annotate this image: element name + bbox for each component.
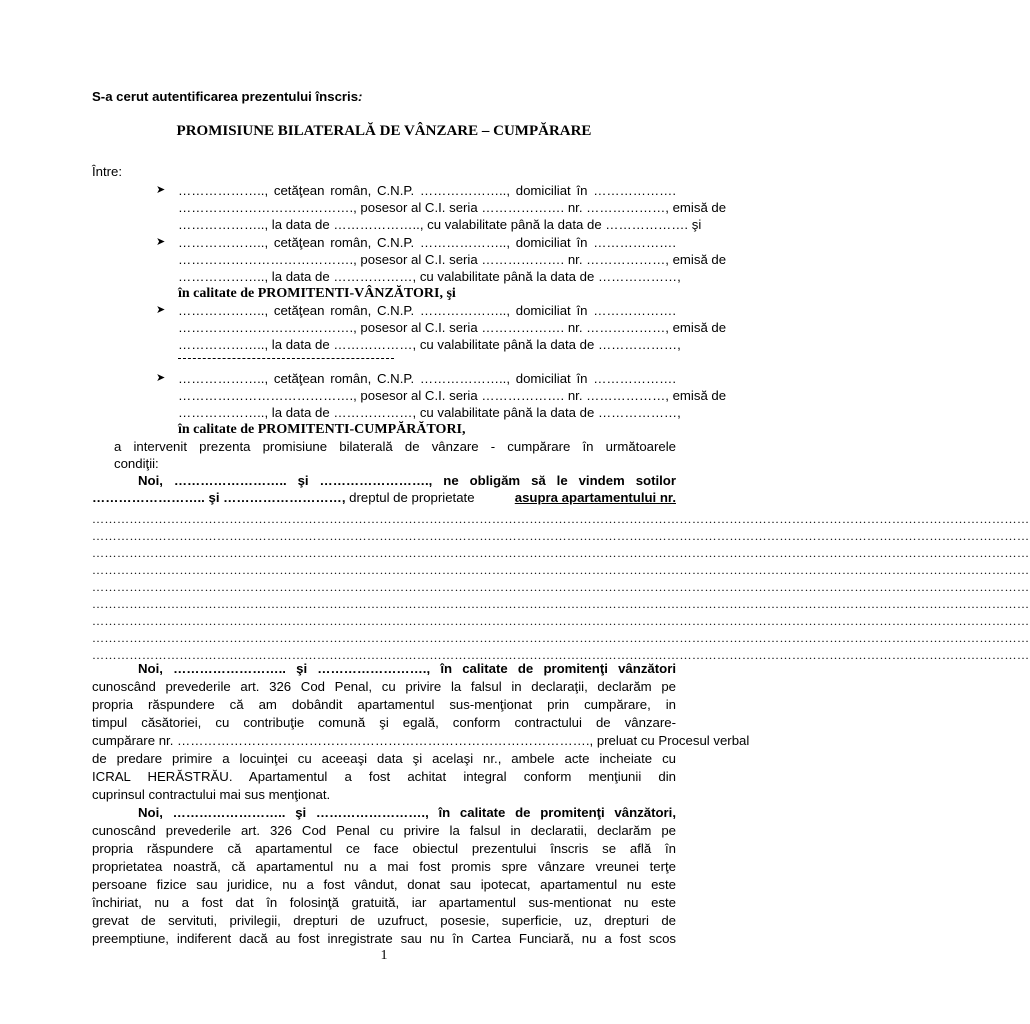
para1-line-3: propria răspundere că am dobândit apartamentul sus-menţionat prin cumpărare, in (92, 697, 676, 712)
para2-line-3: propria răspundere că apartamentul ce face obiectul prezentului înscris se află în (92, 841, 676, 856)
party-4-line-1: ……………….., cetăţean român, C.N.P. ……………….., domiciliat în ………………. (178, 371, 676, 386)
intro-text: Între: (92, 164, 123, 179)
bullet-arrow-icon: ➤ (156, 236, 166, 248)
para1-line-5: cumpărare nr. …………………………………………………………………………………., preluat cu Procesul verbal (92, 733, 750, 748)
para2-line-4: proprietatea noastră, că apartamentul nu a mai fost promis spre vânzare vreunei terţe (92, 859, 676, 874)
para1-line-7: ICRAL HERĂSTRĂU. Apartamentul a fost achitat integral conform menţiunii din (92, 769, 676, 784)
dotted-line: ……………………………………………………………………………………………………………………………………………………………………………………………………… (92, 529, 1030, 543)
bullet-arrow-icon: ➤ (156, 304, 166, 316)
party-2-line-3: ……………….., la data de ………………, cu valabilitate până la data de ………………, (178, 269, 681, 284)
dotted-line: ……………………………………………………………………………………………………………………………………………………………………………………………………… (92, 563, 1030, 577)
party-3-line-1: ……………….., cetăţean român, C.N.P. ……………….., domiciliat în ………………. (178, 303, 676, 318)
obligation-line-2 (92, 489, 676, 506)
bullet-arrow-icon: ➤ (156, 184, 166, 196)
dashed-separator (178, 358, 394, 359)
party-1-line-1: ……………….., cetăţean român, C.N.P. ……………….., domiciliat în ………………. (178, 183, 676, 198)
party-4-line-3: ……………….., la data de ………………, cu valabilitate până la data de ………………, (178, 405, 681, 420)
party-4-line-2: …………………………………., posesor al C.I. seria ………………. nr. ………………, emisă de (178, 388, 727, 403)
dotted-line: ……………………………………………………………………………………………………………………………………………………………………………………………………… (92, 648, 1030, 662)
para2-line-5: persoane fizice sau juridice, nu a fost vândut, donat sau ipotecat, apartamentul nu este (92, 877, 676, 892)
para1-line-2: cunoscând prevederile art. 326 Cod Penal, cu privire la falsul in declaraţii, declarăm pe (92, 679, 676, 694)
bullet-arrow-icon: ➤ (156, 372, 166, 384)
para1-line-1: Noi, …………………….. şi ……………………., în calitate de promitenţi vânzători (138, 661, 676, 676)
intervened-line-2: condiţii: (114, 456, 159, 471)
authentication-request-text: S-a cerut autentificarea prezentului înscris (92, 89, 359, 104)
obligation-names: …………………….. şi ………………………, (92, 490, 346, 505)
page-number: 1 (380, 948, 388, 963)
document-title: PROMISIUNE BILATERALĂ DE VÂNZARE – CUMPĂRARE (176, 123, 592, 139)
para1-line-6: de predare primire a locuinţei cu aceeaşi data şi acelaşi nr., ambele acte incheiate cu (92, 751, 676, 766)
obligation-line-1: Noi, …………………….. şi ……………………., ne obligăm să le vindem sotilor (138, 473, 676, 488)
authentication-request-colon: : (358, 89, 363, 104)
para2-line-2: cunoscând prevederile art. 326 Cod Penal cu privire la falsul in declaratii, declarăm pe (92, 823, 676, 838)
party-2-line-2: …………………………………., posesor al C.I. seria ………………. nr. ………………, emisă de (178, 252, 727, 267)
para1-line-8: cuprinsul contractului mai sus menţionat. (92, 787, 331, 802)
dotted-line: ……………………………………………………………………………………………………………………………………………………………………………………………………… (92, 597, 1030, 611)
dotted-line: ……………………………………………………………………………………………………………………………………………………………………………………………………… (92, 546, 1030, 560)
obligation-apartment-text: asupra apartamentului nr. (514, 490, 676, 505)
party-1-line-2: …………………………………., posesor al C.I. seria ………………. nr. ………………, emisă de (178, 200, 727, 215)
role-sellers-suffix: , şi (439, 286, 456, 301)
para2-line-1: Noi, …………………….. şi ……………………., în calitate de promitenţi vânzători, (138, 805, 676, 820)
para2-line-6: închiriat, nu a fost dat în folosinţă gratuită, iar apartamentul sus-mentionat nu este (92, 895, 676, 910)
dotted-line: ……………………………………………………………………………………………………………………………………………………………………………………………………… (92, 580, 1030, 594)
role-sellers (178, 285, 456, 302)
para2-line-7: grevat de servituti, privilegii, drepturi de uzufruct, posesie, superficie, uz, drepturi de (92, 913, 676, 928)
obligation-property-text: dreptul de proprietate (345, 490, 475, 505)
party-3-line-3: ……………….., la data de ………………, cu valabilitate până la data de ………………, (178, 337, 681, 352)
dotted-line: ……………………………………………………………………………………………………………………………………………………………………………………………………… (92, 512, 1030, 526)
intervened-line-1: a intervenit prezenta promisiune bilaterală de vânzare - cumpărare în următoarele (114, 439, 676, 454)
para2-line-8: preemptiune, indiferent dacă au fost inregistrate sau nu în Cartea Funciară, nu a fost scos (92, 931, 676, 946)
authentication-request (92, 88, 362, 105)
party-3-line-2: …………………………………., posesor al C.I. seria ………………. nr. ………………, emisă de (178, 320, 727, 335)
dotted-line: ……………………………………………………………………………………………………………………………………………………………………………………………………… (92, 631, 1030, 645)
dotted-line: ……………………………………………………………………………………………………………………………………………………………………………………………………… (92, 614, 1030, 628)
para1-line-4: timpul căsătoriei, cu contribuţie comună şi egală, conform contractului de vânzare- (92, 715, 676, 730)
party-2-line-1: ……………….., cetăţean român, C.N.P. ……………….., domiciliat în ………………. (178, 235, 676, 250)
role-sellers-text: în calitate de PROMITENTI-VÂNZĂTORI (178, 286, 440, 301)
party-1-line-3: ……………….., la data de ……………….., cu valabilitate până la data de ………………. şi (178, 217, 702, 232)
role-buyers: în calitate de PROMITENTI-CUMPĂRĂTORI, (178, 422, 466, 437)
